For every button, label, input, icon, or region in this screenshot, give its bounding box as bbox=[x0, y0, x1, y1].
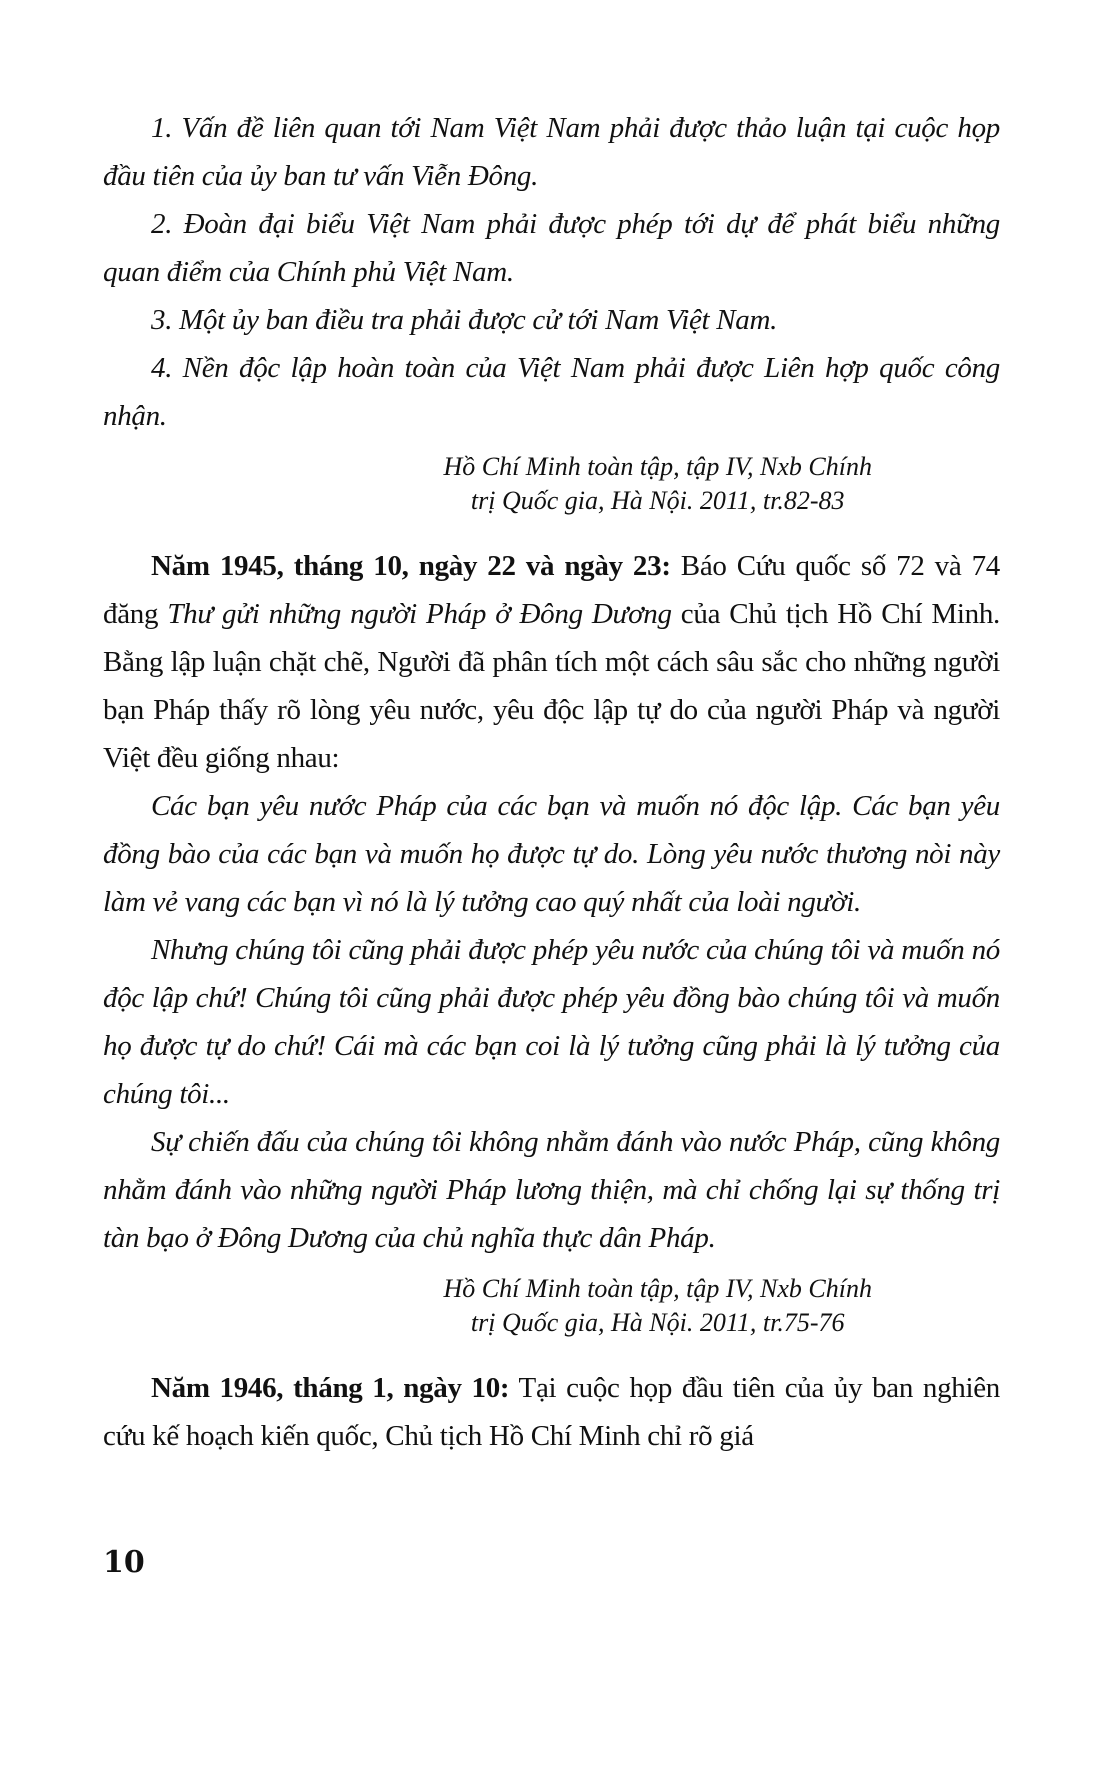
citation-line: Hồ Chí Minh toàn tập, tập IV, Nxb Chính bbox=[443, 452, 872, 481]
entry-1945-text-before-title: Báo Cứu quốc số 72 và 74 đăng bbox=[103, 550, 1000, 630]
numbered-quote-item-1: 1. Vấn đề liên quan tới Nam Việt Nam phải được thảo luận tại cuộc họp đầu tiên của ủy ban tư vấn Viễn Đông. bbox=[103, 112, 1000, 192]
source-citation-1 bbox=[443, 450, 872, 518]
entry-1946-date-lead: Năm 1946, tháng 1, ngày 10: bbox=[151, 1372, 510, 1404]
entry-1945-text-after-title: của Chủ tịch Hồ Chí Minh. Bằng lập luận chặt chẽ, Người đã phân tích một cách sâu sắc cho những người bạn Pháp thấy rõ lòng yêu nước, yêu độc lập tự do của người Pháp và người Việt đều giống nhau: bbox=[103, 598, 1000, 774]
citation-line: Hồ Chí Minh toàn tập, tập IV, Nxb Chính bbox=[443, 1274, 872, 1303]
quote-paragraph-3: Sự chiến đấu của chúng tôi không nhằm đánh vào nước Pháp, cũng không nhằm đánh vào những người Pháp lương thiện, mà chỉ chống lại sự thống trị tàn bạo ở Đông Dương của chủ nghĩa thực dân Pháp. bbox=[103, 1126, 1000, 1254]
page-number: 10 bbox=[103, 1545, 145, 1580]
entry-1946-text: Tại cuộc họp đầu tiên của ủy ban nghiên cứu kế hoạch kiến quốc, Chủ tịch Hồ Chí Minh chỉ rõ giá bbox=[103, 1372, 1000, 1452]
numbered-quote-item-3: 3. Một ủy ban điều tra phải được cử tới Nam Việt Nam. bbox=[151, 304, 778, 336]
quote-paragraph-1: Các bạn yêu nước Pháp của các bạn và muốn nó độc lập. Các bạn yêu đồng bào của các bạn và muốn họ được tự do. Lòng yêu nước thương nòi này làm vẻ vang các bạn vì nó là lý tưởng cao quý nhất của loài người. bbox=[103, 790, 1000, 918]
citation-line: trị Quốc gia, Hà Nội. 2011, tr.75-76 bbox=[470, 1308, 845, 1337]
entry-1945-date-lead: Năm 1945, tháng 10, ngày 22 và ngày 23: bbox=[151, 550, 671, 582]
citation-line: trị Quốc gia, Hà Nội. 2011, tr.82-83 bbox=[470, 486, 845, 515]
quote-paragraph-2: Nhưng chúng tôi cũng phải được phép yêu nước của chúng tôi và muốn nó độc lập chứ! Chúng tôi cũng phải được phép yêu đồng bào chúng tôi và muốn họ được tự do chứ! Cái mà các bạn coi là lý tưởng cũng phải là lý tưởng của chúng tôi... bbox=[103, 934, 1000, 1110]
source-citation-2 bbox=[443, 1272, 872, 1340]
numbered-quote-item-4: 4. Nền độc lập hoàn toàn của Việt Nam phải được Liên hợp quốc công nhận. bbox=[103, 352, 1000, 432]
entry-1946-paragraph bbox=[103, 1364, 1000, 1460]
entry-1945-paragraph bbox=[103, 542, 1000, 782]
entry-1945-work-title: Thư gửi những người Pháp ở Đông Dương bbox=[167, 598, 672, 630]
numbered-quote-item-2: 2. Đoàn đại biểu Việt Nam phải được phép tới dự để phát biểu những quan điểm của Chính phủ Việt Nam. bbox=[103, 208, 1000, 288]
